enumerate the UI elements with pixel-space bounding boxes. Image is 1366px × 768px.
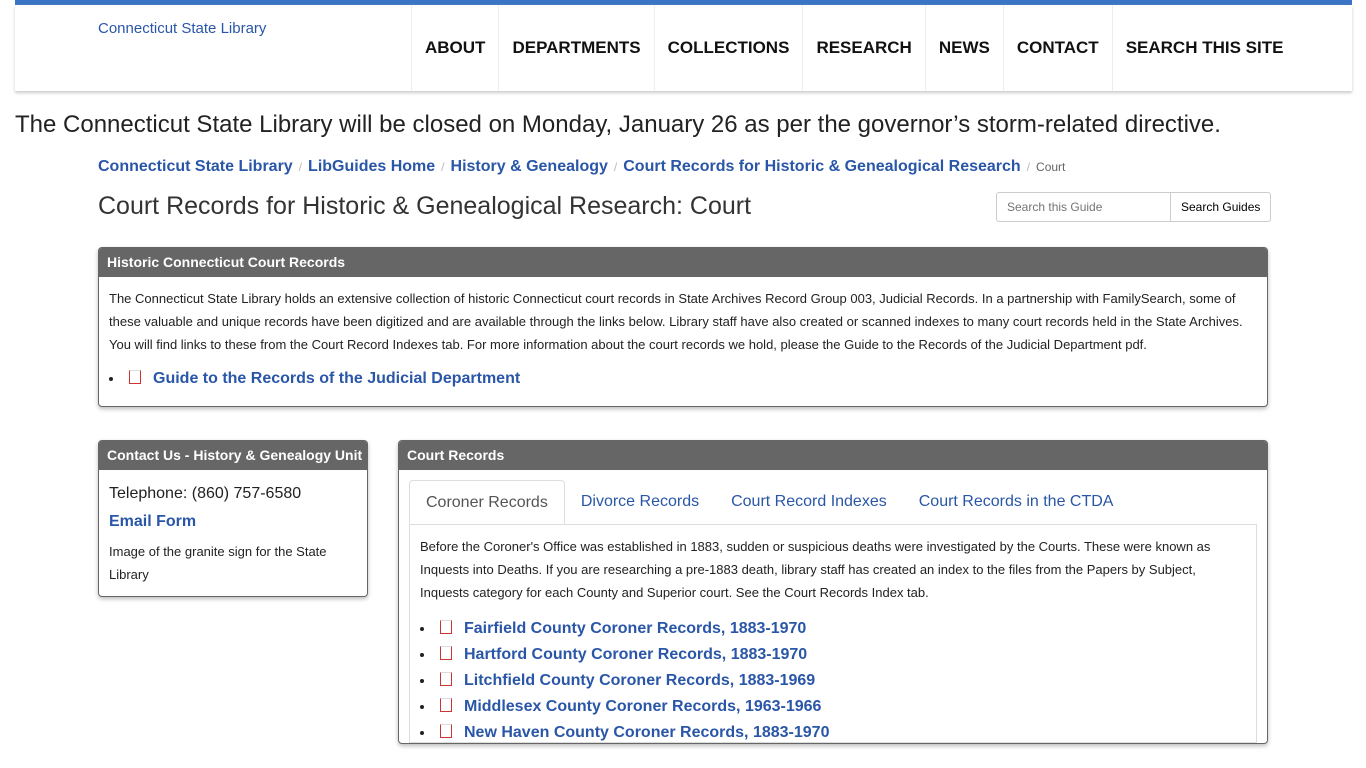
breadcrumb-link[interactable]: Court Records for Historic & Genealogical Research (623, 158, 1021, 175)
main-nav (411, 5, 1296, 91)
tab-divorce-records[interactable]: Divorce Records (580, 493, 700, 510)
contact-box (98, 440, 368, 597)
tab-court-records-ctda[interactable]: Court Records in the CTDA (918, 493, 1114, 510)
breadcrumb-link[interactable]: Connecticut State Library (98, 158, 293, 175)
search-button[interactable]: Search Guides (1171, 192, 1271, 222)
intro-box (98, 247, 1268, 407)
list-item (435, 672, 1246, 690)
breadcrumb: Connecticut State Library / LibGuides Home / History & Genealogy / Court Records for Historic & Genealogical Research / Court (98, 158, 1066, 175)
breadcrumb-link[interactable]: History & Genealogy (450, 158, 608, 175)
sign-image: Image of the granite sign for the State Library (109, 544, 327, 582)
coroner-text: Before the Coroner's Office was established in 1883, sudden or suspicious deaths were investigated by the Courts. These were known as Inquests into Deaths. If you are researching a pre-1883 death, library staff has created an index to the files from the Papers by Subject, Inquests category for each County and Superior court. See the Court Records Index tab. (420, 539, 1211, 600)
pdf-icon (440, 698, 452, 712)
tab-court-record-indexes[interactable]: Court Record Indexes (731, 493, 887, 510)
nav-about[interactable]: ABOUT (411, 5, 498, 91)
list-item (435, 698, 1246, 716)
breadcrumb-current: Court (1036, 160, 1066, 174)
closure-alert: The Connecticut State Library will be closed on Monday, January 26 as per the governor’s storm-related directive. (15, 111, 1221, 138)
record-link[interactable]: Hartford County Coroner Records, 1883-1970 (464, 646, 808, 663)
page-title: Court Records for Historic & Genealogical Research: Court (98, 192, 752, 220)
search-input[interactable] (996, 192, 1171, 222)
pdf-icon (129, 370, 141, 384)
site-header (15, 5, 1352, 91)
pdf-icon (440, 620, 452, 634)
nav-search-site[interactable]: SEARCH THIS SITE (1112, 5, 1297, 91)
list-item (435, 724, 1246, 742)
tabs (409, 480, 1257, 525)
nav-collections[interactable]: COLLECTIONS (654, 5, 803, 91)
nav-departments[interactable]: DEPARTMENTS (498, 5, 653, 91)
nav-news[interactable]: NEWS (925, 5, 1003, 91)
pdf-icon (440, 646, 452, 660)
judicial-guide-link[interactable]: Guide to the Records of the Judicial Department (153, 370, 521, 387)
email-form-link[interactable]: Email Form (109, 513, 197, 530)
site-logo[interactable]: Connecticut State Library (98, 20, 267, 37)
record-link[interactable]: Middlesex County Coroner Records, 1963-1966 (464, 698, 822, 715)
intro-text: The Connecticut State Library holds an extensive collection of historic Connecticut court records in State Archives Record Group 003, Judicial Records. In a partnership with FamilySearch, some of these valuable and unique records have been digitized and are available through the links below. Library staff have also created or scanned indexes to many court records held in the State Archives. You will find links to these from the Court Record Indexes tab. For more information about the court records we hold, please the Guide to the Records of the Judicial Department pdf. (109, 291, 1243, 352)
phone: Telephone: (860) 757-6580 (109, 485, 302, 502)
guide-search (996, 192, 1271, 222)
box-heading: Historic Connecticut Court Records (99, 248, 1267, 277)
list-item (435, 646, 1246, 664)
nav-research[interactable]: RESEARCH (802, 5, 924, 91)
record-link[interactable]: Fairfield County Coroner Records, 1883-1970 (464, 620, 807, 637)
box-heading: Court Records (399, 441, 1267, 470)
tab-coroner-records[interactable]: Coroner Records (409, 480, 565, 524)
record-link[interactable]: New Haven County Coroner Records, 1883-1970 (464, 724, 830, 741)
record-link[interactable]: Litchfield County Coroner Records, 1883-1969 (464, 672, 816, 689)
list-item (435, 620, 1246, 638)
pdf-icon (440, 672, 452, 686)
box-heading: Contact Us - History & Genealogy Unit (99, 441, 367, 470)
breadcrumb-link[interactable]: LibGuides Home (308, 158, 436, 175)
nav-contact[interactable]: CONTACT (1003, 5, 1112, 91)
court-records-box (398, 440, 1268, 744)
list-item (124, 370, 1257, 388)
pdf-icon (440, 724, 452, 738)
